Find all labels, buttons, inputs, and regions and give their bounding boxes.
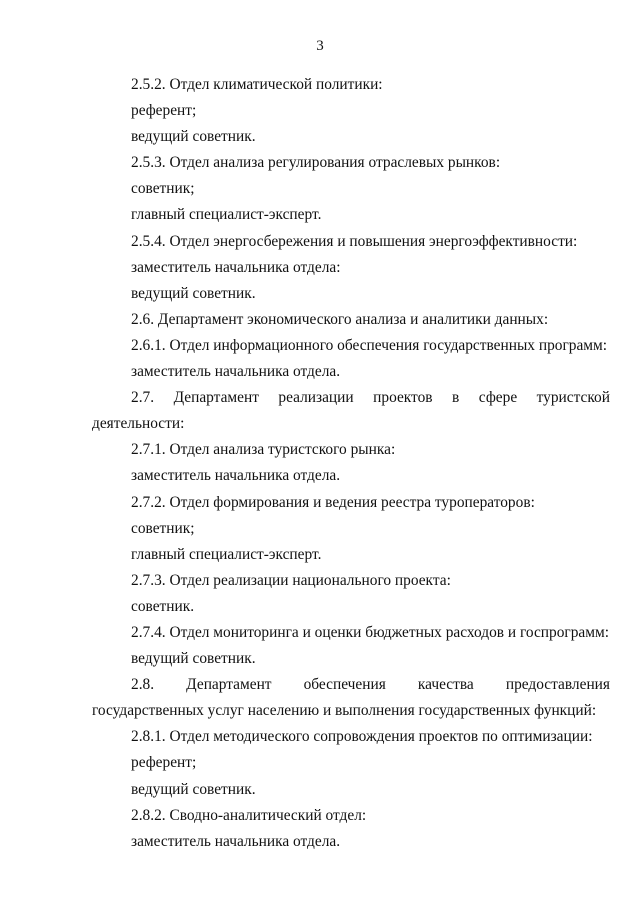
paragraph: 2.7.1. Отдел анализа туристского рынка: bbox=[131, 441, 396, 459]
paragraph: главный специалист-эксперт. bbox=[131, 206, 322, 224]
paragraph: 2.7.4. Отдел мониторинга и оценки бюджетных расходов и госпрограмм: bbox=[131, 623, 610, 641]
paragraph: ведущий советник. bbox=[131, 284, 256, 302]
paragraph: 2.8. Департамент обеспечения качества предоставления государственных услуг населению и выполнения государственных функций: bbox=[92, 676, 610, 720]
paragraph: ведущий советник. bbox=[131, 650, 256, 668]
document-body bbox=[92, 72, 610, 855]
paragraph: 2.8.2. Сводно-аналитический отдел: bbox=[131, 806, 367, 824]
paragraph: заместитель начальника отдела. bbox=[131, 363, 341, 381]
paragraph: главный специалист-эксперт. bbox=[131, 545, 322, 563]
paragraph: ведущий советник. bbox=[131, 128, 256, 146]
paragraph: заместитель начальника отдела: bbox=[131, 258, 341, 276]
paragraph: заместитель начальника отдела. bbox=[131, 467, 341, 485]
paragraph: 2.5.2. Отдел климатической политики: bbox=[131, 76, 383, 93]
paragraph: советник. bbox=[131, 597, 195, 615]
paragraph: советник; bbox=[131, 519, 195, 537]
paragraph: референт; bbox=[131, 754, 197, 772]
paragraph: ведущий советник. bbox=[131, 780, 256, 798]
paragraph: референт; bbox=[131, 102, 197, 120]
paragraph: советник; bbox=[131, 180, 195, 198]
paragraph: 2.6.1. Отдел информационного обеспечения государственных программ: bbox=[131, 336, 608, 354]
paragraph: 2.7.3. Отдел реализации национального проекта: bbox=[131, 571, 451, 589]
paragraph: заместитель начальника отдела. bbox=[131, 832, 341, 850]
paragraph: 2.5.4. Отдел энергосбережения и повышения энергоэффективности: bbox=[131, 232, 578, 250]
page-number: 3 bbox=[316, 38, 324, 54]
paragraph: 2.5.3. Отдел анализа регулирования отраслевых рынков: bbox=[131, 154, 501, 172]
paragraph: 2.8.1. Отдел методического сопровождения проектов по оптимизации: bbox=[131, 728, 593, 746]
paragraph: 2.6. Департамент экономического анализа и аналитики данных: bbox=[131, 310, 549, 328]
paragraph: 2.7.2. Отдел формирования и ведения реестра туроператоров: bbox=[131, 493, 535, 511]
paragraph: 2.7. Департамент реализации проектов в сфере туристской деятельности: bbox=[92, 389, 610, 433]
